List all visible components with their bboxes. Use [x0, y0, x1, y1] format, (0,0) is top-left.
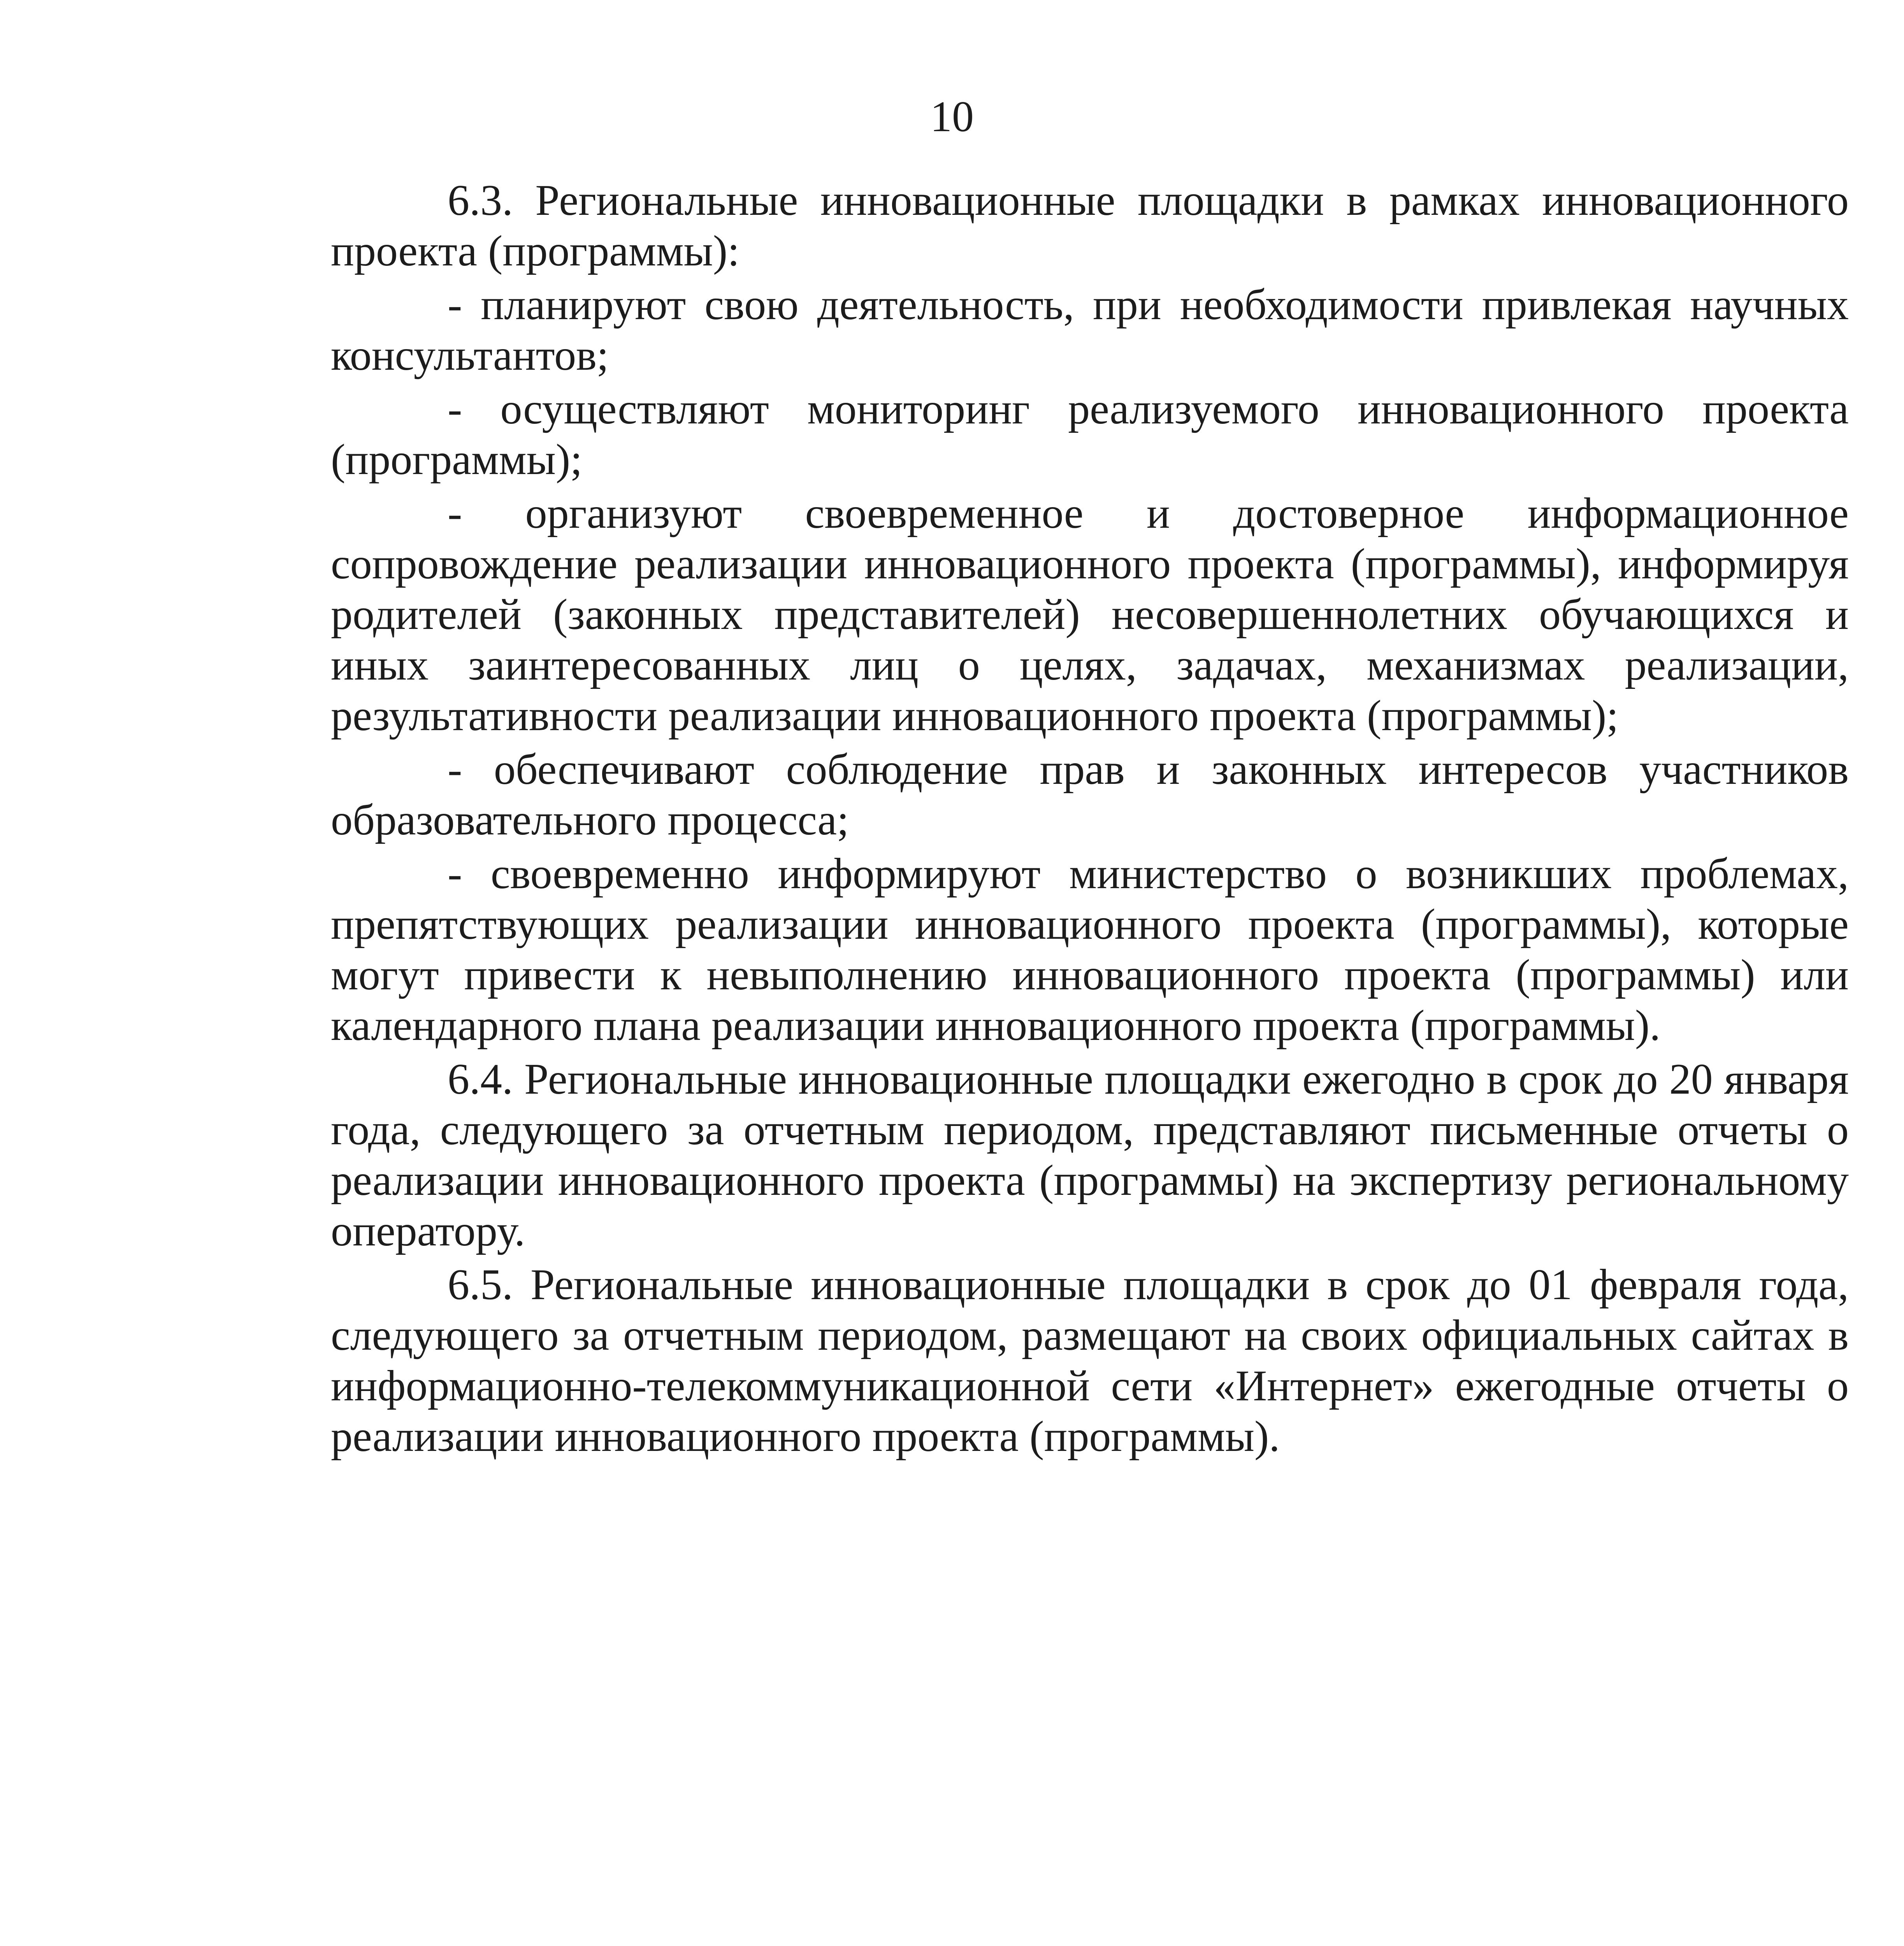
list-item-plan: - планируют свою деятельность, при необходимости привлекая научных консультантов;: [331, 281, 1849, 379]
list-item-problems: - своевременно информируют министерство о возникших проблемах, препятствующих реализации инновационного проекта (программы), которые могут привести к невыполнению инновационного проекта (программы) или календарного плана реализации инновационного проекта (программы).: [331, 850, 1849, 1050]
page-number: 10: [930, 93, 974, 141]
paragraph-6-3: 6.3. Региональные инновационные площадки в рамках инновационного проекта (программы):: [331, 176, 1849, 275]
paragraph-6-5: 6.5. Региональные инновационные площадки в срок до 01 февраля года, следующего за отчетным периодом, размещают на своих официальных сайтах в информационно-телекоммуникационной сети «Интернет» ежегодные отчеты о реализации инновационного проекта (программы).: [331, 1261, 1849, 1461]
paragraph-6-4: 6.4. Региональные инновационные площадки ежегодно в срок до 20 января года, следующего за отчетным периодом, представляют письменные отчеты о реализации инновационного проекта (программы) на экспертизу региональному оператору.: [331, 1055, 1849, 1255]
document-body: [331, 175, 1849, 1465]
list-item-monitoring: - осуществляют мониторинг реализуемого инновационного проекта (программы);: [331, 385, 1849, 484]
list-item-rights: - обеспечивают соблюдение прав и законных интересов участников образовательного процесса;: [331, 745, 1849, 844]
list-item-information: - организуют своевременное и достоверное информационное сопровождение реализации инновационного проекта (программы), информируя родителей (законных представителей) несовершеннолетних обучающихся и иных заинтересованных лиц о целях, задачах, механизмах реализации, результативности реализации инновационного проекта (программы);: [331, 489, 1849, 740]
